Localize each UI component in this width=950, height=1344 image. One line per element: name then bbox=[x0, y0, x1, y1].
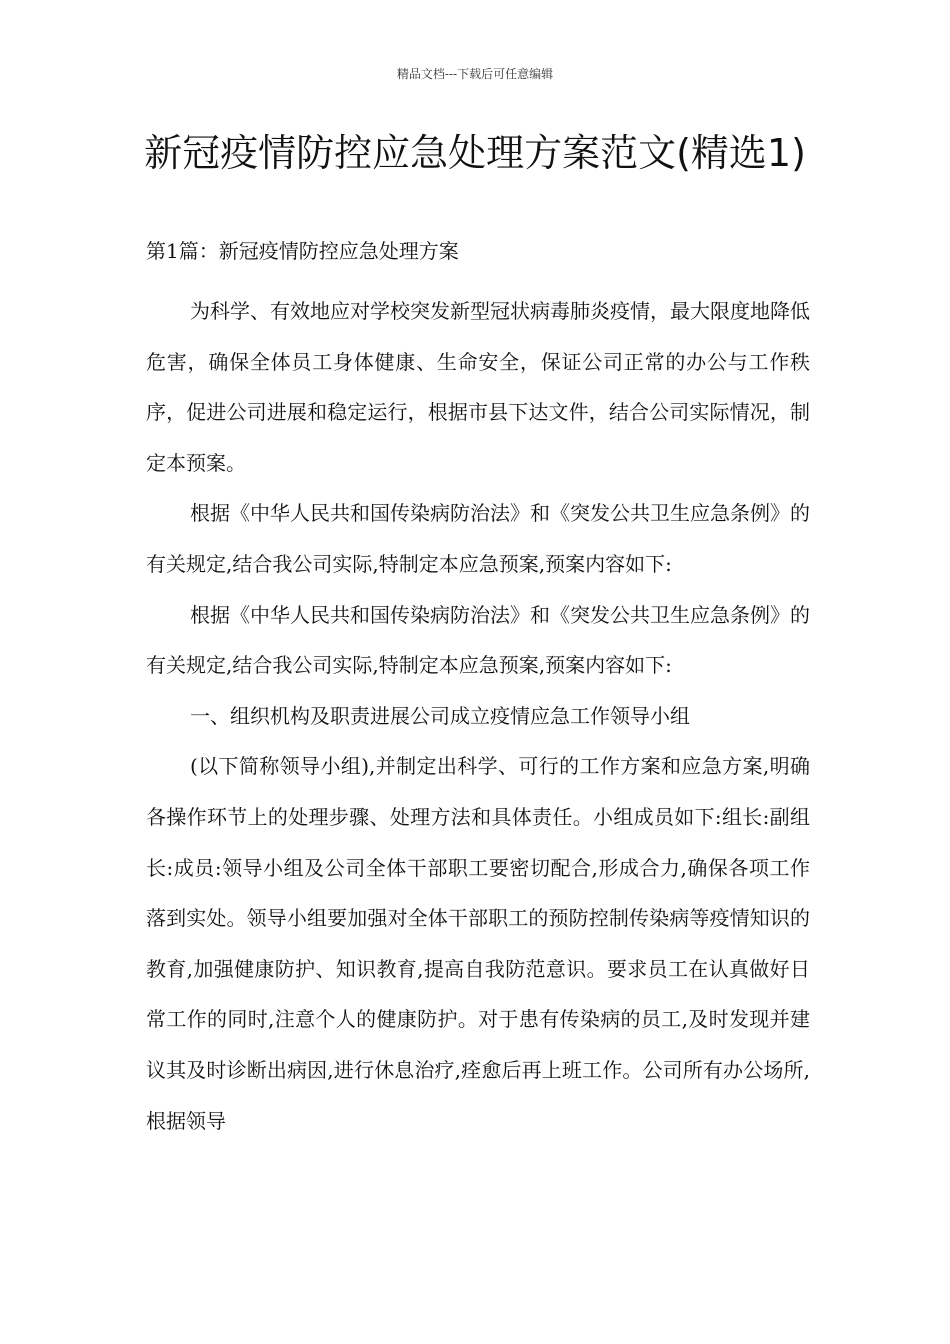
document-title: 新冠疫情防控应急处理方案范文(精选1) bbox=[144, 131, 806, 175]
body-paragraph: 根据《中华人民共和国传染病防治法》和《突发公共卫生应急条例》的有关规定,结合我公司实际,特制定本应急预案,预案内容如下: bbox=[146, 602, 810, 678]
section-heading: 第1篇：新冠疫情防控应急处理方案 bbox=[146, 239, 459, 263]
document-body bbox=[146, 234, 810, 1146]
body-paragraph: 为科学、有效地应对学校突发新型冠状病毒肺炎疫情，最大限度地降低危害，确保全体员工身体健康、生命安全，保证公司正常的办公与工作秩序，促进公司进展和稳定运行，根据市县下达文件，结合公司实际情况，制定本预案。 bbox=[146, 299, 810, 475]
body-paragraph: (以下简称领导小组),并制定出科学、可行的工作方案和应急方案,明确各操作环节上的处理步骤、处理方法和具体责任。小组成员如下:组长:副组长:成员:领导小组及公司全体干部职工要密切配合,形成合力,确保各项工作落到实处。领导小组要加强对全体干部职工的预防控制传染病等疫情知识的教育,加强健康防护、知识教育,提高自我防范意识。要求员工在认真做好日常工作的同时,注意个人的健康防护。对于患有传染病的员工,及时发现并建议其及时诊断出病因,进行休息治疗,痊愈后再上班工作。公司所有办公场所,根据领导 bbox=[146, 754, 810, 1133]
page-header-note: 精品文档---下载后可任意编辑 bbox=[396, 67, 554, 81]
body-paragraph: 一、组织机构及职责进展公司成立疫情应急工作领导小组 bbox=[190, 703, 690, 728]
body-paragraph: 根据《中华人民共和国传染病防治法》和《突发公共卫生应急条例》的有关规定,结合我公司实际,特制定本应急预案,预案内容如下: bbox=[146, 501, 810, 576]
